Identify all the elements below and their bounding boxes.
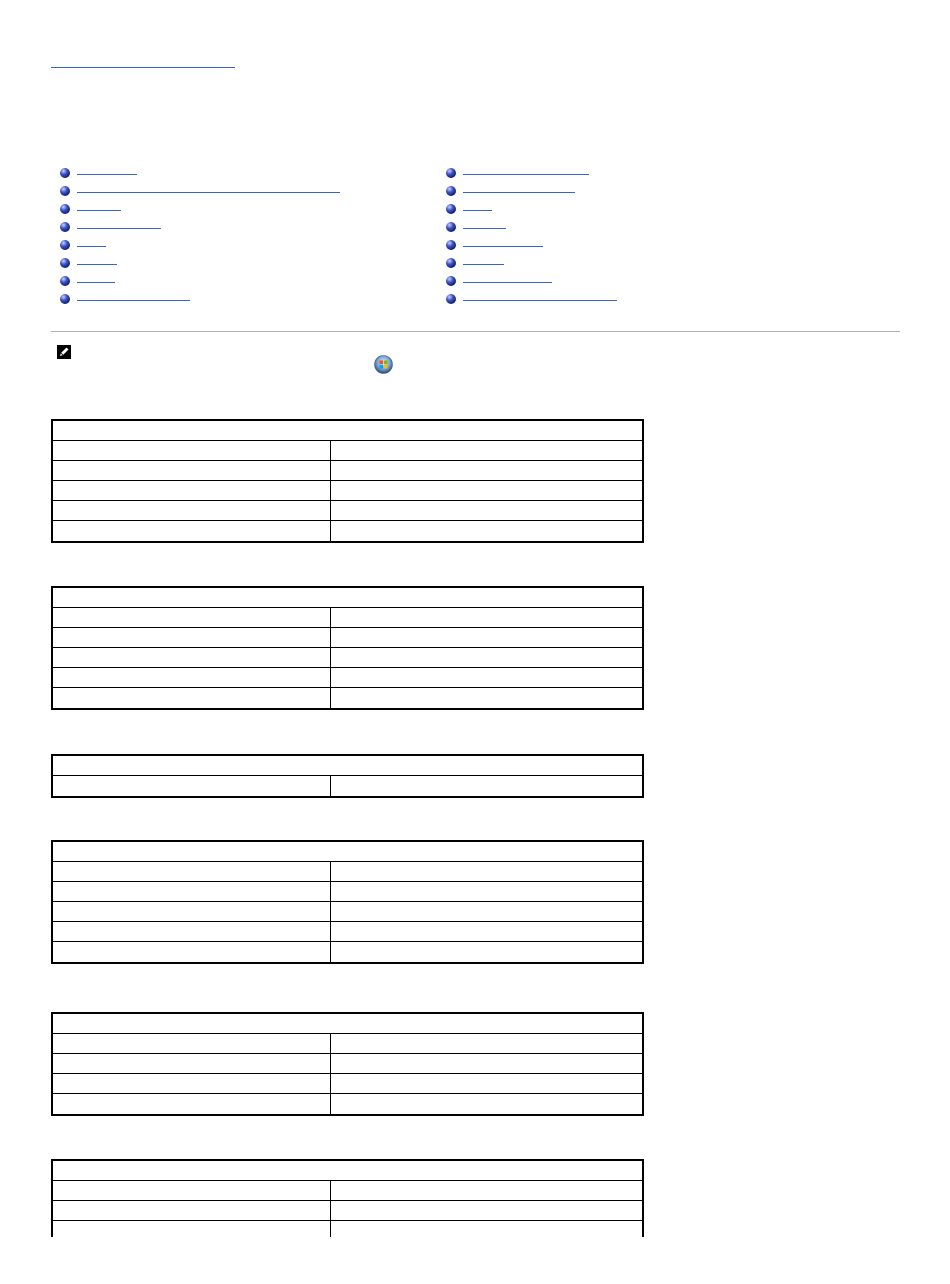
nav-item-right-7[interactable] — [446, 274, 786, 292]
bullet-icon — [60, 168, 70, 178]
table-cell-value — [331, 1201, 642, 1220]
nav-item-right-6[interactable] — [446, 256, 786, 274]
table-cell-value — [331, 648, 642, 667]
bullet-icon — [60, 276, 70, 286]
table-cell-label — [53, 1201, 331, 1220]
bullet-icon — [446, 186, 456, 196]
table-cell-label — [53, 902, 331, 921]
section-divider — [51, 331, 900, 332]
nav-item-left-1[interactable] — [60, 166, 400, 184]
bullet-icon — [60, 294, 70, 304]
bullet-icon — [60, 258, 70, 268]
table-row — [53, 481, 642, 501]
table-cell-value — [331, 608, 642, 627]
windows-start-icon — [374, 355, 393, 374]
nav-link[interactable] — [463, 264, 504, 265]
nav-link[interactable] — [77, 282, 115, 283]
bullet-icon — [60, 186, 70, 196]
table-cell-value — [331, 902, 642, 921]
bullet-icon — [60, 222, 70, 232]
table-cell-value — [331, 862, 642, 881]
table-row — [53, 902, 642, 922]
nav-link[interactable] — [463, 246, 543, 247]
nav-link[interactable] — [463, 210, 492, 211]
table-cell-value — [331, 441, 642, 460]
table-cell-label — [53, 882, 331, 901]
nav-item-left-6[interactable] — [60, 256, 400, 274]
nav-item-right-2[interactable] — [446, 184, 786, 202]
table-row — [53, 1074, 642, 1094]
bullet-icon — [60, 204, 70, 214]
table-cell-value — [331, 461, 642, 480]
bullet-icon — [446, 204, 456, 214]
table-cell-value — [331, 1181, 642, 1200]
table-cell-label — [53, 648, 331, 667]
table-cell-label — [53, 1094, 331, 1114]
note-pencil-icon — [57, 345, 71, 359]
nav-item-left-7[interactable] — [60, 274, 400, 292]
nav-link[interactable] — [463, 300, 617, 301]
nav-column-left — [60, 166, 400, 310]
table-cell-label — [53, 461, 331, 480]
table-cell-value — [331, 882, 642, 901]
table-header — [53, 588, 642, 608]
nav-item-right-4[interactable] — [446, 220, 786, 238]
spec-table-4 — [51, 840, 644, 964]
table-cell-value — [331, 688, 642, 708]
bullet-icon — [446, 258, 456, 268]
table-cell-value — [331, 628, 642, 647]
table-row — [53, 922, 642, 942]
table-cell-label — [53, 688, 331, 708]
spec-table-2 — [51, 586, 644, 710]
table-row — [53, 1221, 642, 1237]
table-cell-label — [53, 608, 331, 627]
nav-link[interactable] — [77, 300, 190, 301]
table-cell-label — [53, 1034, 331, 1053]
nav-item-left-5[interactable] — [60, 238, 400, 256]
spec-table-6 — [51, 1159, 644, 1237]
table-cell-value — [331, 521, 642, 541]
table-cell-label — [53, 668, 331, 687]
table-header — [53, 756, 642, 776]
table-cell-value — [331, 922, 642, 941]
bullet-icon — [446, 240, 456, 250]
nav-link[interactable] — [77, 174, 137, 175]
table-cell-label — [53, 1054, 331, 1073]
bullet-icon — [446, 276, 456, 286]
nav-item-left-2[interactable] — [60, 184, 400, 202]
table-cell-label — [53, 521, 331, 541]
nav-column-right — [446, 166, 786, 310]
nav-link[interactable] — [77, 264, 117, 265]
table-cell-label — [53, 1181, 331, 1200]
nav-item-right-3[interactable] — [446, 202, 786, 220]
table-cell-label — [53, 1221, 331, 1237]
table-cell-value — [331, 1094, 642, 1114]
nav-item-right-5[interactable] — [446, 238, 786, 256]
table-row — [53, 461, 642, 481]
nav-link[interactable] — [463, 192, 575, 193]
table-header — [53, 421, 642, 441]
nav-link[interactable] — [77, 228, 161, 229]
bullet-icon — [446, 222, 456, 232]
table-cell-label — [53, 776, 331, 796]
table-cell-value — [331, 1221, 642, 1237]
nav-item-right-8[interactable] — [446, 292, 786, 310]
table-row — [53, 648, 642, 668]
table-cell-value — [331, 942, 642, 962]
table-cell-label — [53, 628, 331, 647]
nav-link[interactable] — [463, 228, 506, 229]
table-row — [53, 501, 642, 521]
bullet-icon — [446, 168, 456, 178]
table-row — [53, 882, 642, 902]
nav-link[interactable] — [77, 210, 121, 211]
table-cell-value — [331, 1034, 642, 1053]
table-header — [53, 842, 642, 862]
table-row — [53, 862, 642, 882]
table-cell-label — [53, 501, 331, 520]
table-cell-value — [331, 776, 642, 796]
table-header — [53, 1161, 642, 1181]
bullet-icon — [60, 240, 70, 250]
table-cell-value — [331, 1074, 642, 1093]
back-to-contents-link[interactable] — [51, 55, 235, 68]
nav-item-left-8[interactable] — [60, 292, 400, 310]
table-cell-value — [331, 501, 642, 520]
table-row — [53, 668, 642, 688]
nav-link[interactable] — [463, 174, 589, 175]
table-row — [53, 521, 642, 541]
table-cell-label — [53, 481, 331, 500]
table-row — [53, 1034, 642, 1054]
table-cell-value — [331, 668, 642, 687]
nav-item-right-1[interactable] — [446, 166, 786, 184]
table-cell-label — [53, 1074, 331, 1093]
table-row — [53, 1094, 642, 1114]
table-row — [53, 441, 642, 461]
table-row — [53, 942, 642, 962]
spec-table-3 — [51, 754, 644, 798]
table-row — [53, 688, 642, 708]
table-cell-value — [331, 481, 642, 500]
nav-link[interactable] — [463, 282, 552, 283]
bullet-icon — [446, 294, 456, 304]
table-cell-label — [53, 942, 331, 962]
nav-link[interactable] — [77, 246, 106, 247]
table-row — [53, 1201, 642, 1221]
table-header — [53, 1014, 642, 1034]
table-row — [53, 608, 642, 628]
table-row — [53, 1054, 642, 1074]
nav-item-left-3[interactable] — [60, 202, 400, 220]
table-cell-label — [53, 922, 331, 941]
table-row — [53, 776, 642, 796]
nav-item-left-4[interactable] — [60, 220, 400, 238]
spec-table-1 — [51, 419, 644, 543]
table-cell-label — [53, 862, 331, 881]
table-cell-label — [53, 441, 331, 460]
table-row — [53, 628, 642, 648]
spec-table-5 — [51, 1012, 644, 1116]
table-cell-value — [331, 1054, 642, 1073]
table-row — [53, 1181, 642, 1201]
nav-link[interactable] — [77, 192, 340, 193]
